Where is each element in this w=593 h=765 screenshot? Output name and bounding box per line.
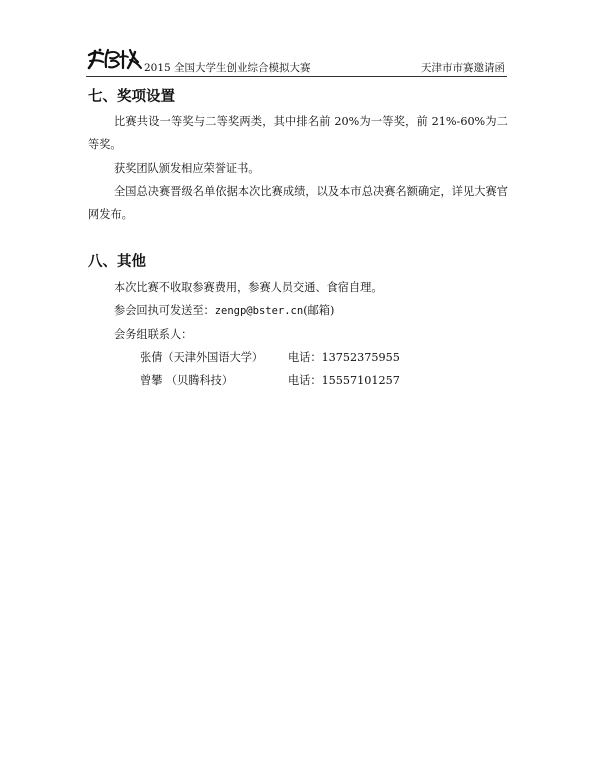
contact-heading: 会务组联系人： <box>114 328 193 341</box>
header-divider <box>86 76 507 77</box>
header-title: 2015 全国大学生创业综合模拟大赛 <box>144 62 311 74</box>
section-title-other: 八、其他 <box>88 254 146 270</box>
xingchuangbei-logo-icon <box>86 46 144 72</box>
contact-phone: 电话：15557101257 <box>288 374 400 387</box>
contact-name: 曾攀 （贝腾科技） <box>140 374 234 387</box>
fee-note: 本次比赛不收取参赛费用，参赛人员交通、食宿自理。 <box>114 281 383 294</box>
page-header <box>86 46 507 78</box>
submission-line <box>114 303 334 319</box>
awards-paragraph-1: 比赛共设一等奖与二等奖两类，其中排名前 20%为一等奖，前 21%-60%为二等奖。 <box>88 115 508 151</box>
submission-suffix: (邮箱) <box>303 304 335 317</box>
submission-prefix: 参会回执可发送至： <box>114 304 215 317</box>
section-title-awards: 七、奖项设置 <box>88 89 175 105</box>
contact-name: 张倩（天津外国语大学） <box>140 351 264 364</box>
contact-phone: 电话：13752375955 <box>288 351 400 364</box>
awards-paragraph-3: 全国总决赛晋级名单依据本次比赛成绩，以及本市总决赛名额确定，详见大赛官网发布。 <box>88 185 508 221</box>
awards-paragraph-2: 获奖团队颁发相应荣誉证书。 <box>114 162 260 175</box>
submission-email[interactable]: zengp@bster.cn <box>214 305 304 317</box>
header-document-label: 天津市市赛邀请函 <box>421 62 505 74</box>
